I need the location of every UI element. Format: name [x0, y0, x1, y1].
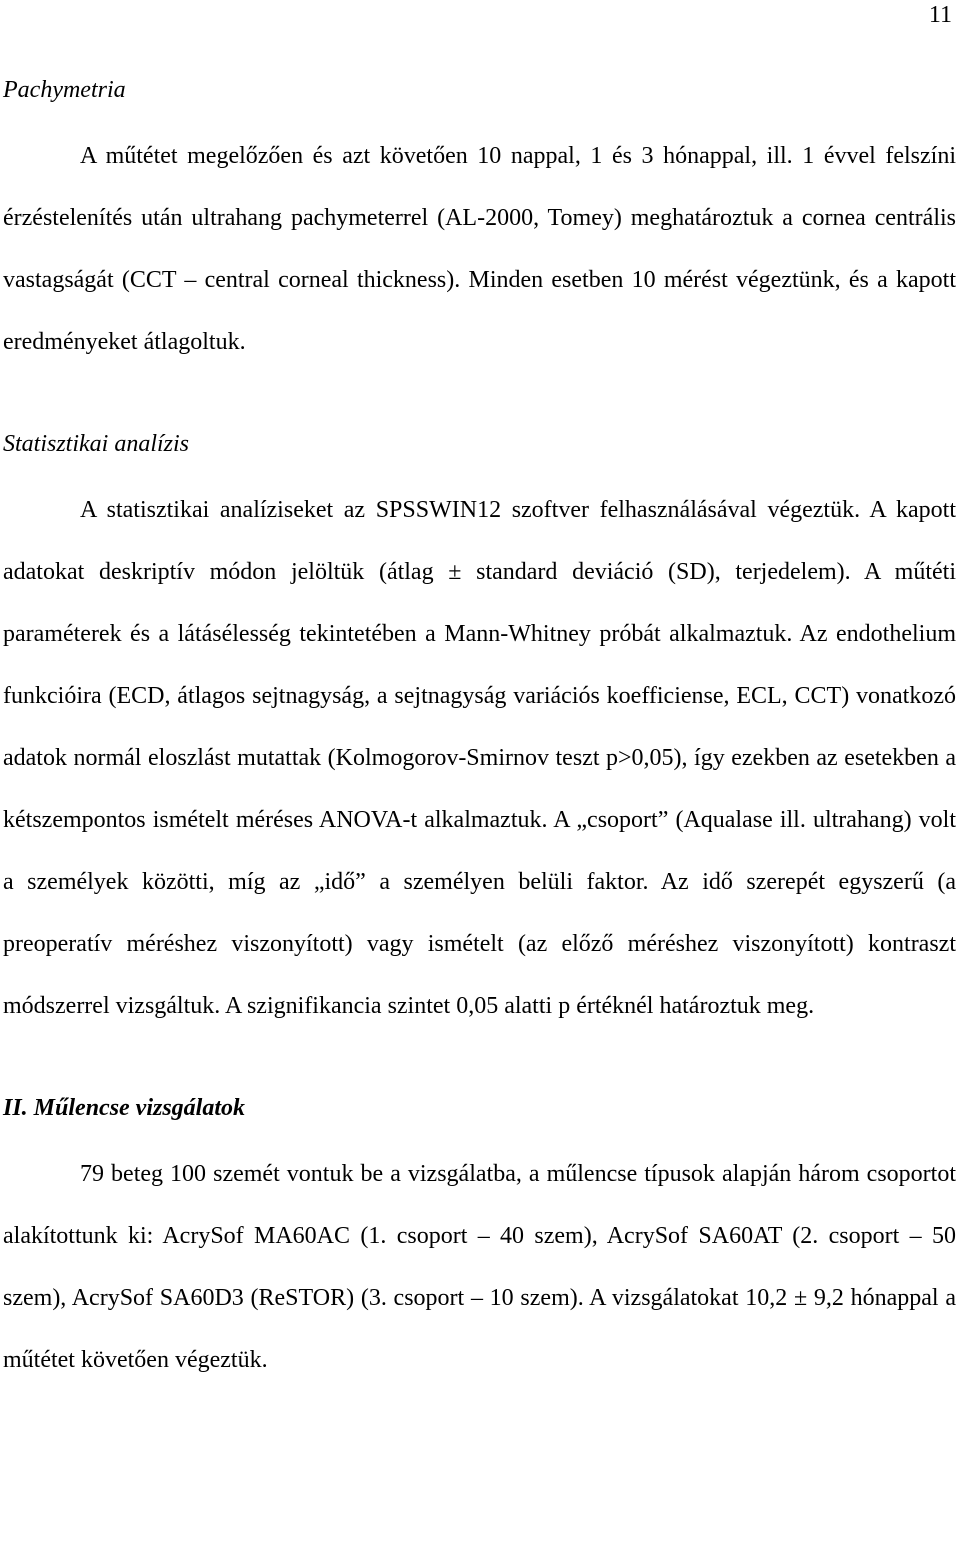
document-body	[3, 75, 956, 1391]
section-heading: II. Műlencse vizsgálatok	[3, 1095, 246, 1121]
section-paragraph: A műtétet megelőzően és azt követően 10 nappal, 1 és 3 hónappal, ill. 1 évvel felszíni érzéstelenítés után ultrahang pachymeterrel (AL-2000, Tomey) meghatároztuk a cornea centrális vastagságát (CCT – central corneal thickness). Minden esetben 10 mérést végeztünk, és a kapott eredményeket átlagoltuk.	[3, 143, 956, 355]
section-heading: Pachymetria	[3, 77, 126, 103]
section-iol-studies	[3, 1093, 956, 1391]
section-paragraph: 79 beteg 100 szemét vontuk be a vizsgálatba, a műlencse típusok alapján három csoportot alakítottunk ki: AcrySof MA60AC (1. csoport – 40 szem), AcrySof SA60AT (2. csoport – 50 szem), AcrySof SA60D3 (ReSTOR) (3. csoport – 10 szem). A vizsgálatokat 10,2 ± 9,2 hónappal a műtétet követően végeztük.	[3, 1161, 956, 1373]
section-paragraph: A statisztikai analíziseket az SPSSWIN12 szoftver felhasználásával végeztük. A kapott adatokat deskriptív módon jelöltük (átlag ± standard deviáció (SD), terjedelem). A műtéti paraméterek és a látásélesség tekintetében a Mann-Whitney próbát alkalmaztuk. Az endothelium funkcióira (ECD, átlagos sejtnagyság, a sejtnagyság variációs koefficiense, ECL, CCT) vonatkozó adatok normál eloszlást mutattak (Kolmogorov-Smirnov teszt p>0,05), így ezekben az esetekben a kétszempontos ismételt méréses ANOVA-t alkalmaztuk. A „csoport” (Aqualase ill. ultrahang) volt a személyek közötti, míg az „idő” a személyen belüli faktor. Az idő szerepét egyszerű (a preoperatív méréshez viszonyított) vagy ismételt (az előző méréshez viszonyított) kontraszt módszerrel vizsgáltuk. A szignifikancia szintet 0,05 alatti p értéknél határoztuk meg.	[3, 497, 956, 1019]
section-heading: Statisztikai analízis	[3, 431, 190, 457]
page-number: 11	[928, 2, 952, 28]
section-statistics	[3, 429, 956, 1037]
section-pachymetria	[3, 75, 956, 373]
